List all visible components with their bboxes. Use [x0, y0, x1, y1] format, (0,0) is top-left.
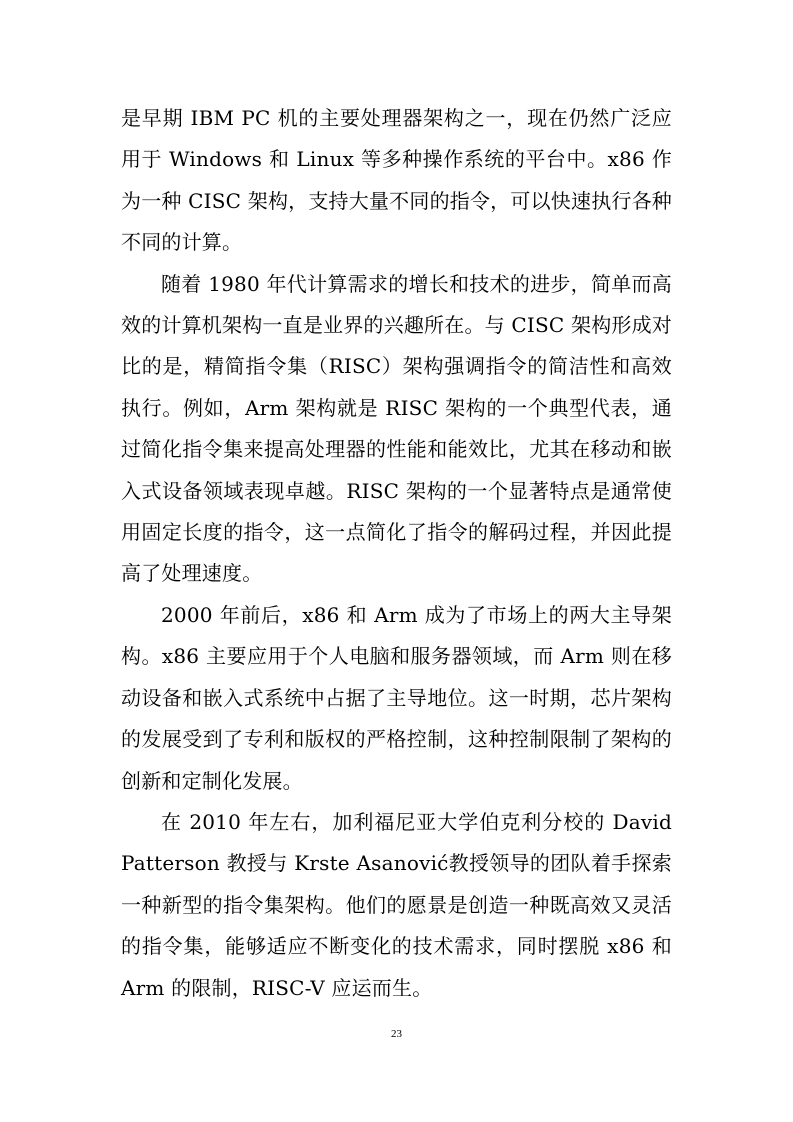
paragraph-2: 随着 1980 年代计算需求的增长和技术的进步，简单而高效的计算机架构一直是业界的兴趣所在。与 CISC 架构形成对比的是，精简指令集（RISC）架构强调指令的简洁性和高效执行。例如，Arm 架构就是 RISC 架构的一个典型代表，通过简化指令集来提高处理器的性能和能效比，尤其在移动和嵌入式设备领域表现卓越。RISC 架构的一个显著特点是通常使用固定长度的指令，这一点简化了指令的解码过程，并因此提高了处理速度。: [121, 271, 672, 586]
paragraph-1: 是早期 IBM PC 机的主要处理器架构之一，现在仍然广泛应用于 Windows 和 Linux 等多种操作系统的平台中。x86 作为一种 CISC 架构，支持大量不同的指令，可以快速执行各种不同的计算。: [121, 106, 672, 255]
paragraph-3: 2000 年前后，x86 和 Arm 成为了市场上的两大主导架构。x86 主要应用于个人电脑和服务器领域，而 Arm 则在移动设备和嵌入式系统中占据了主导地位。这一时期，芯片架构的发展受到了专利和版权的严格控制，这种控制限制了架构的创新和定制化发展。: [121, 602, 672, 793]
document-body: [121, 98, 672, 1009]
paragraph-4: 在 2010 年左右，加利福尼亚大学伯克利分校的 David Patterson 教授与 Krste Asanović教授领导的团队着手探索一种新型的指令集架构。他们的愿景是创造一种既高效又灵活的指令集，能够适应不断变化的技术需求，同时摆脱 x86 和 Arm 的限制，RISC-V 应运而生。: [121, 809, 672, 1000]
page-number: 23: [391, 1028, 402, 1040]
